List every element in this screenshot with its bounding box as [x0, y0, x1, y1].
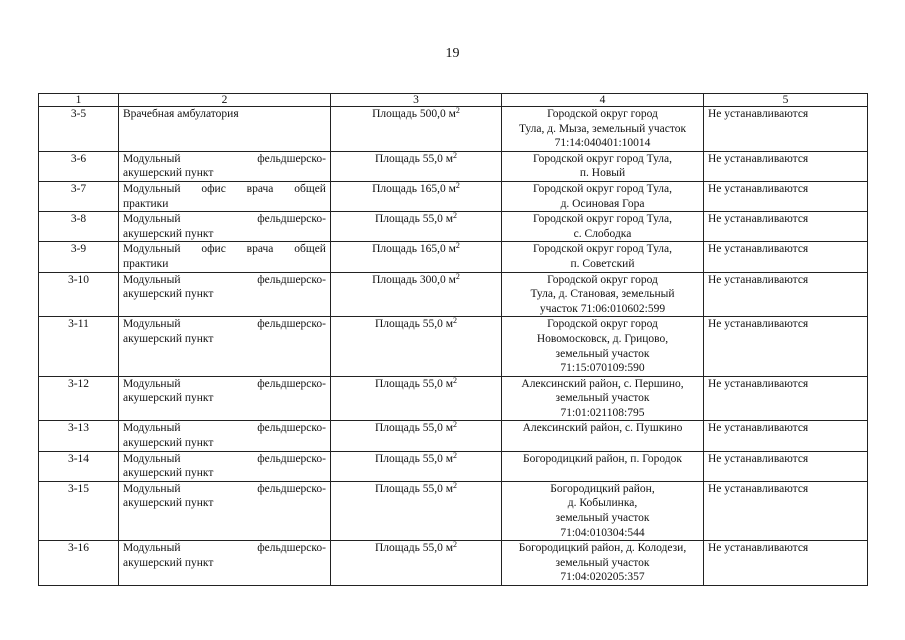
table-row: [39, 451, 868, 481]
object-name-cell: [119, 451, 331, 481]
row-number-cell: 3-12: [39, 376, 119, 421]
row-number-cell: 3-13: [39, 421, 119, 451]
table-row: [39, 181, 868, 211]
column-header-4: 4: [502, 94, 704, 107]
location-line: Городской округ город Тула,: [532, 152, 673, 165]
restrictions-cell: Не устанавливаются: [704, 317, 868, 376]
area-unit-superscript: 2: [453, 211, 457, 221]
object-name-cell: [119, 181, 331, 211]
area-text: Площадь 55,0 м: [374, 152, 453, 165]
location-cell: [502, 181, 704, 211]
area-unit-superscript: 2: [453, 375, 457, 385]
column-header-1: 1: [39, 94, 119, 107]
object-name-word: фельдшерско-: [257, 422, 326, 435]
table-row: [39, 481, 868, 540]
object-name-line: акушерский пункт: [123, 467, 214, 480]
area-unit-superscript: 2: [453, 450, 457, 460]
location-line: Новомосковск, д. Грицово,: [536, 332, 669, 345]
object-name-line: акушерский пункт: [123, 332, 214, 345]
object-name-cell: [119, 317, 331, 376]
row-number-cell: 3-7: [39, 181, 119, 211]
area-unit-superscript: 2: [453, 480, 457, 490]
location-cell: [502, 421, 704, 451]
location-line: с. Слободка: [573, 227, 632, 240]
table-row: [39, 272, 868, 317]
area-unit-superscript: 2: [455, 241, 460, 251]
area-text: Площадь 300,0 м: [372, 273, 456, 286]
area-text: Площадь 55,0 м: [374, 422, 453, 435]
object-name-word: Модульный: [123, 152, 181, 165]
area-cell: [331, 481, 502, 540]
column-header-3: 3: [331, 94, 502, 107]
object-name-line: акушерский пункт: [123, 288, 214, 301]
location-line: Богородицкий район, д. Колодези,: [518, 542, 687, 555]
object-name-word: Модульный: [123, 318, 181, 331]
area-cell: [331, 212, 502, 242]
object-name-line: [123, 273, 326, 288]
object-name-word: фельдшерско-: [257, 273, 326, 286]
area-unit-superscript: 2: [455, 106, 460, 115]
objects-table: [38, 93, 868, 586]
object-name-line: акушерский пункт: [123, 167, 214, 180]
object-name-word: общей: [294, 243, 326, 256]
area-unit-superscript: 2: [455, 271, 460, 281]
location-line: Городской округ город: [547, 108, 658, 120]
object-name-line: акушерский пункт: [123, 497, 214, 510]
object-name-word: Модульный: [123, 243, 181, 256]
object-name-cell: [119, 272, 331, 317]
object-name-cell: [119, 421, 331, 451]
area-text: Площадь 165,0 м: [372, 243, 456, 256]
table-row: [39, 151, 868, 181]
table-row: [39, 317, 868, 376]
column-header-2: 2: [119, 94, 331, 107]
object-name-word: Модульный: [123, 422, 181, 435]
object-name-line: [123, 317, 326, 332]
object-name-word: врача: [246, 243, 274, 256]
object-name-cell: [119, 212, 331, 242]
object-name-line: [123, 482, 326, 497]
object-name-word: Модульный: [123, 182, 181, 195]
row-number-cell: 3-9: [39, 242, 119, 272]
row-number-cell: 3-11: [39, 317, 119, 376]
object-name-word: фельдшерско-: [257, 152, 326, 165]
object-name-word: фельдшерско-: [257, 542, 326, 555]
location-line: п. Новый: [579, 167, 626, 180]
object-name-word: Модульный: [123, 213, 181, 226]
object-name-cell: [119, 107, 331, 152]
restrictions-cell: Не устанавливаются: [704, 481, 868, 540]
area-unit-superscript: 2: [453, 150, 457, 160]
object-name-line: акушерский пункт: [123, 227, 214, 240]
area-unit-superscript: 2: [453, 540, 457, 550]
area-text: Площадь 165,0 м: [372, 182, 456, 195]
area-cell: [331, 181, 502, 211]
object-name-cell: [119, 151, 331, 181]
location-line: 71:14:040401:10014: [554, 137, 651, 150]
location-line: земельный участок: [555, 392, 650, 405]
object-name-line: акушерский пункт: [123, 437, 214, 450]
location-cell: [502, 481, 704, 540]
restrictions-cell: Не устанавливаются: [704, 421, 868, 451]
restrictions-cell: Не устанавливаются: [704, 541, 868, 586]
row-number-cell: 3-10: [39, 272, 119, 317]
table-row: [39, 376, 868, 421]
location-line: земельный участок: [555, 556, 650, 569]
location-line: д. Осиновая Гора: [560, 197, 645, 210]
area-text: Площадь 55,0 м: [374, 482, 453, 495]
area-cell: [331, 421, 502, 451]
location-cell: [502, 541, 704, 586]
location-line: Алексинский район, с. Пушкино: [522, 422, 683, 435]
area-unit-superscript: 2: [453, 420, 457, 430]
object-name-line: [123, 242, 326, 257]
location-line: Городской округ город: [547, 318, 658, 331]
area-unit-superscript: 2: [455, 180, 460, 190]
location-line: Городской округ город Тула,: [532, 213, 673, 226]
location-cell: [502, 212, 704, 242]
object-name-word: офис: [201, 182, 226, 195]
object-name-line: акушерский пункт: [123, 556, 214, 569]
page-number: 19: [445, 46, 460, 61]
column-header-5: 5: [704, 94, 868, 107]
object-name-cell: [119, 541, 331, 586]
location-cell: [502, 272, 704, 317]
object-name-word: фельдшерско-: [257, 482, 326, 495]
restrictions-cell: Не устанавливаются: [704, 107, 868, 152]
object-name-line: [123, 377, 326, 392]
location-line: 71:15:070109:590: [560, 362, 645, 375]
table-row: [39, 107, 868, 152]
table-body: [39, 107, 868, 586]
object-name-line: практики: [123, 197, 169, 210]
row-number-cell: 3-15: [39, 481, 119, 540]
area-text: Площадь 55,0 м: [374, 318, 453, 331]
location-line: д. Кобылинка,: [567, 497, 638, 510]
location-line: 71:04:010304:544: [560, 526, 645, 539]
location-cell: [502, 242, 704, 272]
location-line: Городской округ город Тула,: [532, 182, 673, 195]
object-name-line: [123, 182, 326, 197]
object-name-word: фельдшерско-: [257, 318, 326, 331]
area-cell: [331, 451, 502, 481]
location-cell: [502, 451, 704, 481]
object-name-line: [123, 421, 326, 436]
table-row: [39, 242, 868, 272]
area-cell: [331, 151, 502, 181]
object-name-cell: [119, 242, 331, 272]
object-name-word: офис: [201, 243, 226, 256]
location-line: Богородицкий район,: [550, 482, 655, 495]
object-name-line: акушерский пункт: [123, 392, 214, 405]
restrictions-cell: Не устанавливаются: [704, 181, 868, 211]
location-line: 71:04:020205:357: [560, 571, 645, 584]
object-name-word: Модульный: [123, 452, 181, 465]
area-cell: [331, 107, 502, 152]
row-number-cell: 3-5: [39, 107, 119, 152]
area-text: Площадь 55,0 м: [374, 452, 453, 465]
location-cell: [502, 107, 704, 152]
restrictions-cell: Не устанавливаются: [704, 451, 868, 481]
object-name-word: Модульный: [123, 273, 181, 286]
object-name-word: врача: [246, 182, 274, 195]
table-row: [39, 421, 868, 451]
area-text: Площадь 55,0 м: [374, 377, 453, 390]
location-line: земельный участок: [555, 512, 650, 525]
restrictions-cell: Не устанавливаются: [704, 151, 868, 181]
area-cell: [331, 272, 502, 317]
object-name-line: Врачебная амбулатория: [123, 108, 239, 120]
location-line: п. Советский: [570, 257, 635, 270]
restrictions-cell: Не устанавливаются: [704, 376, 868, 421]
object-name-line: [123, 152, 326, 167]
table-header-row: [39, 94, 868, 107]
object-name-line: [123, 212, 326, 227]
object-name-word: Модульный: [123, 482, 181, 495]
area-cell: [331, 242, 502, 272]
area-cell: [331, 541, 502, 586]
object-name-word: фельдшерско-: [257, 213, 326, 226]
object-name-cell: [119, 376, 331, 421]
area-cell: [331, 317, 502, 376]
location-line: земельный участок: [555, 347, 650, 360]
object-name-line: [123, 452, 326, 467]
row-number-cell: 3-6: [39, 151, 119, 181]
location-line: Богородицкий район, п. Городок: [523, 452, 682, 465]
row-number-cell: 3-8: [39, 212, 119, 242]
object-name-line: [123, 541, 326, 556]
object-name-word: Модульный: [123, 542, 181, 555]
restrictions-cell: Не устанавливаются: [704, 272, 868, 317]
area-cell: [331, 376, 502, 421]
area-text: Площадь 55,0 м: [374, 213, 453, 226]
location-cell: [502, 151, 704, 181]
location-line: участок 71:06:010602:599: [539, 302, 666, 315]
area-text: Площадь 500,0 м: [372, 108, 456, 120]
area-text: Площадь 55,0 м: [374, 542, 453, 555]
object-name-word: фельдшерско-: [257, 452, 326, 465]
area-unit-superscript: 2: [453, 316, 457, 326]
table-row: [39, 541, 868, 586]
location-cell: [502, 317, 704, 376]
location-line: Городской округ город: [547, 273, 658, 286]
location-line: Тула, д. Мыза, земельный участок: [518, 122, 687, 135]
table-row: [39, 212, 868, 242]
restrictions-cell: Не устанавливаются: [704, 212, 868, 242]
location-line: Тула, д. Становая, земельный: [530, 288, 675, 301]
row-number-cell: 3-16: [39, 541, 119, 586]
row-number-cell: 3-14: [39, 451, 119, 481]
restrictions-cell: Не устанавливаются: [704, 242, 868, 272]
object-name-cell: [119, 481, 331, 540]
object-name-word: Модульный: [123, 377, 181, 390]
object-name-word: фельдшерско-: [257, 377, 326, 390]
location-cell: [502, 376, 704, 421]
location-line: Городской округ город Тула,: [532, 243, 673, 256]
location-line: 71:01:021108:795: [560, 406, 645, 419]
object-name-line: практики: [123, 257, 169, 270]
object-name-word: общей: [294, 182, 326, 195]
location-line: Алексинский район, с. Першино,: [521, 377, 684, 390]
